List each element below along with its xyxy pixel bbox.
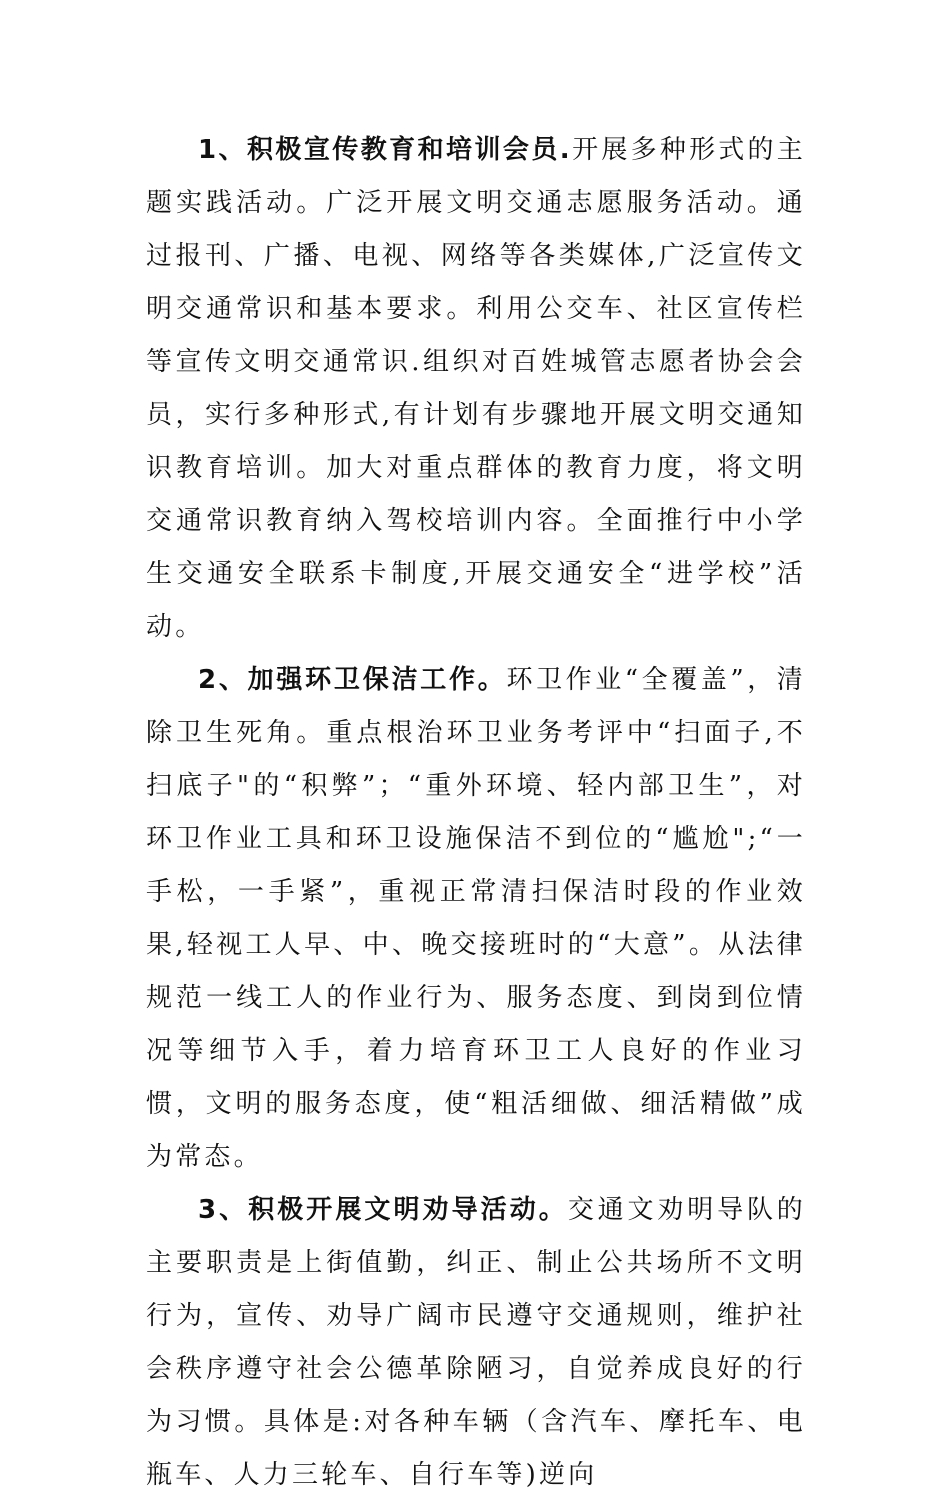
document-body (146, 124, 806, 1502)
paragraph-heading: 1、积极宣传教育和培训会员. (198, 135, 573, 165)
paragraph-heading: 2、加强环卫保洁工作。 (198, 665, 507, 695)
paragraph-sanitation-cleaning (146, 654, 806, 1184)
paragraph-text: 环卫作业“全覆盖”，清除卫生死角。重点根治环卫业务考评中“扫面子,不扫底子"的“积弊”；“重外环境、轻内部卫生”，对环卫作业工具和环卫设施保洁不到位的“尴尬";“一手松，一手紧”，重视正常清扫保洁时段的作业效果,轻视工人早、中、晚交接班时的“大意”。从法律规范一线工人的作业行为、服务态度、到岗到位情况等细节入手，着力培育环卫工人良好的作业习惯，文明的服务态度，使“粗活细做、细活精做”成为常态。 (146, 665, 806, 1172)
paragraph-text: 交通文劝明导队的主要职责是上街值勤，纠正、制止公共场所不文明行为，宣传、劝导广阔市民遵守交通规则，维护社会秩序遵守社会公德革除陋习，自觉养成良好的行为习惯。具体是:对各种车辆（含汽车、摩托车、电瓶车、人力三轮车、自行车等)逆向 (146, 1195, 806, 1490)
paragraph-text: 开展多种形式的主题实践活动。广泛开展文明交通志愿服务活动。通过报刊、广播、电视、网络等各类媒体,广泛宣传文明交通常识和基本要求。利用公交车、社区宣传栏等宣传文明交通常识.组织对百姓城管志愿者协会会员，实行多种形式,有计划有步骤地开展文明交通知识教育培训。加大对重点群体的教育力度，将文明交通常识教育纳入驾校培训内容。全面推行中小学生交通安全联系卡制度,开展交通安全“进学校”活动。 (146, 135, 806, 642)
paragraph-civility-persuasion (146, 1184, 806, 1502)
paragraph-heading: 3、积极开展文明劝导活动。 (198, 1195, 568, 1225)
paragraph-publicity-training (146, 124, 806, 654)
